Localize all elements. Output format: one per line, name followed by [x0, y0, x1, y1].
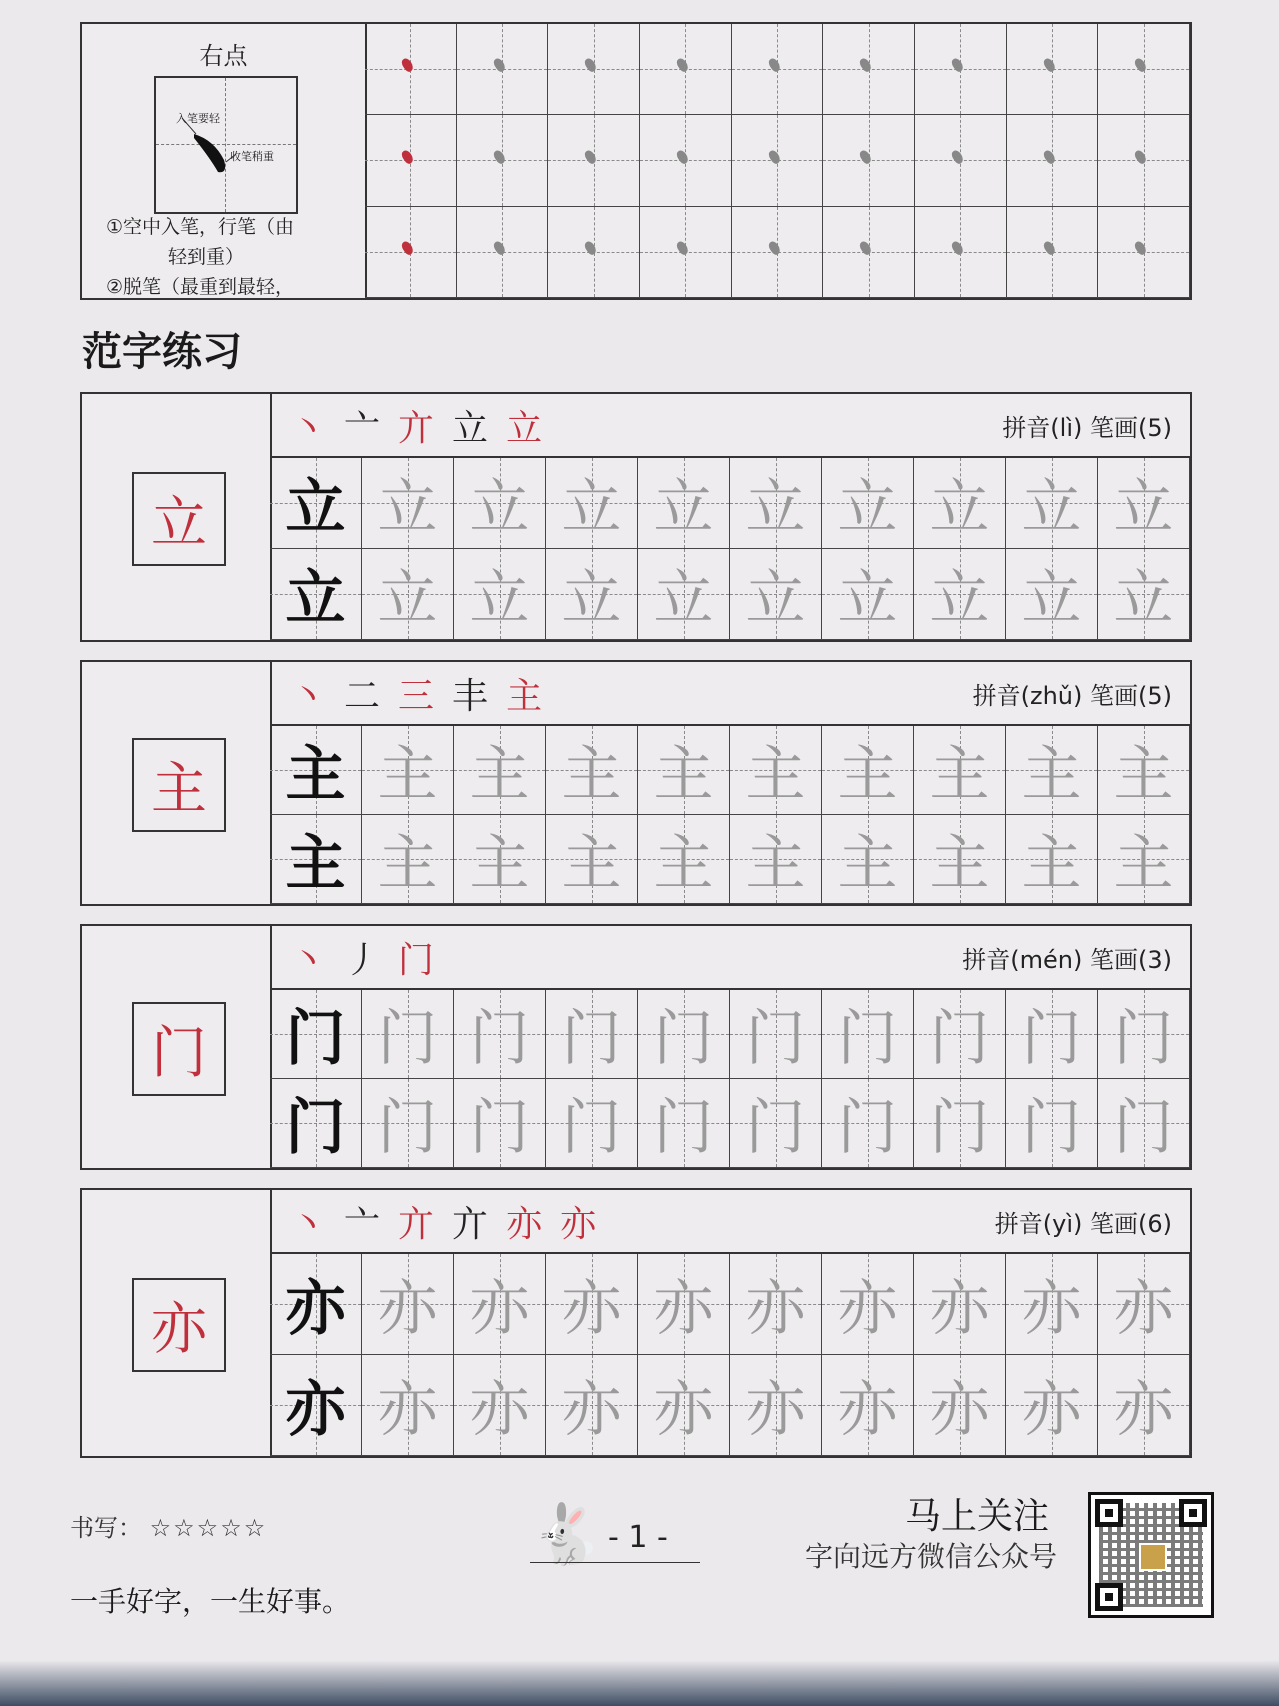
practice-trace-cell[interactable] [914, 1254, 1006, 1355]
stroke-practice-cell[interactable] [640, 207, 732, 298]
practice-trace-char: 门 [653, 1004, 714, 1074]
stroke-practice-cell[interactable] [457, 207, 549, 298]
practice-model-cell[interactable] [270, 726, 362, 815]
practice-trace-cell[interactable] [546, 549, 638, 640]
practice-trace-cell[interactable] [1098, 726, 1190, 815]
practice-grid [270, 1252, 1190, 1456]
motto: 一手好字，一生好事。 [70, 1585, 351, 1618]
practice-trace-cell[interactable] [362, 1355, 454, 1456]
stroke-order-step: 立 [506, 407, 543, 449]
pinyin-stroke-count: 拼音(lì) 笔画(5) [1002, 414, 1172, 442]
practice-trace-char: 立 [745, 473, 806, 543]
practice-trace-char: 主 [561, 740, 622, 810]
stroke-order-step: 三 [398, 675, 435, 717]
practice-trace-char: 门 [377, 1093, 438, 1163]
account-text: 字向远方微信公众号 [805, 1540, 1058, 1573]
practice-panel [270, 1190, 1190, 1456]
practice-model-char: 立 [285, 473, 346, 543]
trace-dot-stroke [767, 240, 782, 257]
practice-trace-char: 门 [929, 1093, 990, 1163]
practice-trace-cell[interactable] [638, 458, 730, 549]
practice-trace-char: 立 [929, 564, 990, 634]
practice-trace-cell[interactable] [546, 1254, 638, 1355]
practice-trace-char: 亦 [837, 1375, 898, 1445]
stroke-order-step: 亠 [344, 407, 381, 449]
stroke-notes [106, 212, 356, 302]
stroke-practice-cell[interactable] [548, 24, 640, 115]
practice-trace-char: 门 [653, 1093, 714, 1163]
stroke-grid [365, 24, 1190, 298]
page-number-underline [530, 1562, 700, 1563]
practice-trace-char: 门 [377, 1004, 438, 1074]
practice-trace-char: 亦 [745, 1375, 806, 1445]
stroke-order [290, 668, 542, 718]
practice-trace-cell[interactable] [454, 726, 546, 815]
trace-dot-stroke [492, 57, 507, 74]
note-line: 轻到重） [168, 246, 245, 268]
practice-model-char: 门 [285, 1004, 346, 1074]
character-block [80, 924, 1192, 1170]
section-title: 范字练习 [82, 329, 242, 375]
trace-dot-stroke [583, 148, 598, 165]
stroke-practice-cell[interactable] [365, 207, 457, 298]
trace-dot-stroke [767, 57, 782, 74]
practice-trace-char: 立 [837, 473, 898, 543]
practice-trace-char: 主 [377, 829, 438, 899]
practice-model-cell[interactable] [270, 549, 362, 640]
practice-trace-char: 亦 [653, 1274, 714, 1344]
qr-finder [1179, 1499, 1207, 1527]
trace-dot-stroke [1042, 148, 1057, 165]
stroke-order-step: 亣 [398, 1203, 435, 1245]
trace-dot-stroke [858, 148, 873, 165]
stroke-name: 右点 [199, 42, 248, 70]
practice-grid [270, 456, 1190, 640]
practice-grid [270, 988, 1190, 1168]
practice-trace-char: 立 [1021, 473, 1082, 543]
practice-trace-cell[interactable] [730, 726, 822, 815]
model-character: 亦 [132, 1278, 226, 1372]
practice-trace-char: 亦 [469, 1375, 530, 1445]
practice-trace-cell[interactable] [1098, 990, 1190, 1079]
trace-dot-stroke [492, 240, 507, 257]
practice-trace-char: 立 [745, 564, 806, 634]
practice-trace-cell[interactable] [1006, 990, 1098, 1079]
stroke-order-step: 丶 [290, 407, 327, 449]
practice-trace-char: 主 [377, 740, 438, 810]
practice-trace-cell[interactable] [1098, 1254, 1190, 1355]
trace-dot-stroke [950, 148, 965, 165]
practice-grid [270, 724, 1190, 904]
stroke-practice-cell[interactable] [548, 115, 640, 206]
practice-trace-cell[interactable] [1098, 458, 1190, 549]
stroke-practice-cell[interactable] [823, 24, 915, 115]
page-number: - 1 - [608, 1520, 668, 1555]
model-dot-stroke [400, 148, 415, 165]
qr-finder [1095, 1583, 1123, 1611]
stroke-order-step: 亦 [506, 1203, 543, 1245]
practice-trace-char: 主 [1113, 740, 1174, 810]
practice-trace-char: 立 [377, 473, 438, 543]
practice-trace-char: 门 [837, 1093, 898, 1163]
practice-trace-cell[interactable] [1098, 1079, 1190, 1168]
practice-trace-cell[interactable] [822, 549, 914, 640]
stroke-order-step: 二 [344, 675, 381, 717]
trace-dot-stroke [675, 240, 690, 257]
practice-trace-cell[interactable] [914, 1355, 1006, 1456]
practice-trace-char: 门 [1021, 1004, 1082, 1074]
stroke-order-step: 丿 [344, 939, 381, 981]
practice-trace-cell[interactable] [546, 1079, 638, 1168]
practice-trace-char: 门 [1113, 1004, 1174, 1074]
practice-model-cell[interactable] [270, 458, 362, 549]
writing-rating [70, 1508, 267, 1543]
practice-model-cell[interactable] [270, 815, 362, 904]
stroke-practice-cell[interactable] [640, 115, 732, 206]
trace-dot-stroke [950, 57, 965, 74]
practice-trace-cell[interactable] [1006, 726, 1098, 815]
practice-model-cell[interactable] [270, 1254, 362, 1355]
practice-trace-cell[interactable] [822, 1254, 914, 1355]
practice-trace-cell[interactable] [914, 1079, 1006, 1168]
stroke-practice-cell[interactable] [915, 115, 1007, 206]
stroke-order-step: 亣 [398, 407, 435, 449]
practice-model-char: 亦 [285, 1375, 346, 1445]
stroke-practice-cell[interactable] [1098, 24, 1190, 115]
stroke-order-step: 亣 [452, 1203, 489, 1245]
stroke-practice-cell[interactable] [365, 115, 457, 206]
practice-trace-cell[interactable] [730, 549, 822, 640]
practice-trace-cell[interactable] [914, 458, 1006, 549]
stroke-order-step: 门 [398, 939, 435, 981]
practice-trace-char: 门 [929, 1004, 990, 1074]
practice-trace-cell[interactable] [1098, 815, 1190, 904]
practice-trace-char: 亦 [377, 1375, 438, 1445]
practice-trace-cell[interactable] [730, 990, 822, 1079]
practice-trace-char: 亦 [561, 1375, 622, 1445]
practice-trace-cell[interactable] [1006, 815, 1098, 904]
practice-trace-cell[interactable] [1006, 1355, 1098, 1456]
practice-trace-char: 立 [1021, 564, 1082, 634]
practice-trace-cell[interactable] [914, 726, 1006, 815]
practice-trace-char: 门 [1113, 1093, 1174, 1163]
practice-trace-cell[interactable] [730, 1254, 822, 1355]
practice-trace-char: 亦 [377, 1274, 438, 1344]
practice-trace-cell[interactable] [454, 1355, 546, 1456]
practice-trace-char: 亦 [469, 1274, 530, 1344]
practice-trace-cell[interactable] [454, 458, 546, 549]
stroke-practice-cell[interactable] [823, 115, 915, 206]
practice-trace-char: 立 [561, 473, 622, 543]
practice-trace-cell[interactable] [822, 458, 914, 549]
model-dot-stroke [400, 240, 415, 257]
model-char-panel [82, 394, 272, 640]
note-line: ②脱笔（最重到最轻， [106, 276, 295, 298]
rabbit-icon: 🐇 [530, 1500, 603, 1568]
practice-trace-char: 主 [1113, 829, 1174, 899]
trace-dot-stroke [858, 240, 873, 257]
model-char-panel [82, 1190, 272, 1456]
practice-trace-char: 立 [653, 473, 714, 543]
practice-model-cell[interactable] [270, 1355, 362, 1456]
practice-trace-cell[interactable] [638, 1079, 730, 1168]
practice-trace-char: 门 [745, 1004, 806, 1074]
practice-trace-char: 门 [745, 1093, 806, 1163]
pinyin-stroke-count: 拼音(yì) 笔画(6) [994, 1210, 1172, 1238]
trace-dot-stroke [1042, 240, 1057, 257]
stroke-practice-cell[interactable] [457, 24, 549, 115]
practice-trace-char: 立 [1113, 473, 1174, 543]
practice-trace-cell[interactable] [638, 1254, 730, 1355]
stroke-practice-cell[interactable] [640, 24, 732, 115]
practice-model-char: 门 [285, 1093, 346, 1163]
character-block [80, 660, 1192, 906]
stroke-practice-cell[interactable] [1007, 24, 1099, 115]
exit-label: 收笔稍重 [230, 150, 274, 163]
stroke-practice-cell[interactable] [365, 24, 457, 115]
stroke-practice-cell[interactable] [1007, 207, 1099, 298]
practice-trace-char: 亦 [929, 1274, 990, 1344]
practice-trace-char: 主 [561, 829, 622, 899]
entry-label: 入笔要轻 [176, 112, 220, 125]
practice-trace-char: 亦 [745, 1274, 806, 1344]
stroke-practice-cell[interactable] [1007, 115, 1099, 206]
stroke-demo-icon [156, 78, 296, 212]
character-block [80, 392, 1192, 642]
practice-trace-cell[interactable] [822, 815, 914, 904]
practice-trace-char: 门 [469, 1093, 530, 1163]
practice-trace-cell[interactable] [822, 726, 914, 815]
stroke-order-step: 丰 [452, 675, 489, 717]
qr-finder [1095, 1499, 1123, 1527]
practice-trace-char: 主 [837, 829, 898, 899]
practice-trace-char: 主 [1021, 740, 1082, 810]
model-character: 立 [132, 472, 226, 566]
practice-trace-char: 立 [837, 564, 898, 634]
practice-trace-cell[interactable] [454, 549, 546, 640]
practice-trace-char: 亦 [561, 1274, 622, 1344]
practice-trace-char: 立 [377, 564, 438, 634]
practice-model-char: 主 [285, 740, 346, 810]
practice-trace-char: 亦 [1113, 1375, 1174, 1445]
stroke-order [290, 932, 434, 982]
practice-trace-char: 立 [929, 473, 990, 543]
practice-trace-char: 立 [1113, 564, 1174, 634]
model-character: 门 [132, 1002, 226, 1096]
model-char-panel [82, 662, 272, 904]
practice-trace-cell[interactable] [822, 1079, 914, 1168]
stroke-practice-cell[interactable] [1098, 115, 1190, 206]
trace-dot-stroke [1133, 57, 1148, 74]
practice-trace-cell[interactable] [362, 990, 454, 1079]
practice-panel [270, 926, 1190, 1168]
stroke-practice-cell[interactable] [548, 207, 640, 298]
stroke-order-step: 丶 [290, 1203, 327, 1245]
practice-model-char: 亦 [285, 1274, 346, 1344]
practice-trace-char: 亦 [837, 1274, 898, 1344]
stroke-order-step: 亠 [344, 1203, 381, 1245]
practice-trace-char: 亦 [1113, 1274, 1174, 1344]
stroke-order-step: 亦 [560, 1203, 597, 1245]
practice-trace-cell[interactable] [730, 1355, 822, 1456]
practice-trace-char: 门 [837, 1004, 898, 1074]
pinyin-stroke-count: 拼音(zhǔ) 笔画(5) [972, 682, 1172, 710]
writing-label: 书写： [70, 1514, 142, 1542]
stroke-order-step: 丶 [290, 675, 327, 717]
trace-dot-stroke [1133, 240, 1148, 257]
stroke-practice-cell[interactable] [915, 24, 1007, 115]
practice-trace-char: 主 [929, 740, 990, 810]
practice-trace-cell[interactable] [638, 990, 730, 1079]
page-number-area [530, 1500, 700, 1570]
trace-dot-stroke [492, 148, 507, 165]
trace-dot-stroke [675, 57, 690, 74]
follow-text: 马上关注 [905, 1496, 1050, 1537]
stroke-practice-cell[interactable] [732, 115, 824, 206]
stroke-practice-cell[interactable] [732, 24, 824, 115]
practice-trace-cell[interactable] [454, 815, 546, 904]
practice-trace-cell[interactable] [454, 1079, 546, 1168]
stroke-practice-cell[interactable] [1098, 207, 1190, 298]
practice-trace-cell[interactable] [546, 458, 638, 549]
stroke-order [290, 400, 542, 450]
practice-trace-cell[interactable] [454, 1254, 546, 1355]
practice-trace-char: 主 [653, 740, 714, 810]
practice-model-cell[interactable] [270, 990, 362, 1079]
note-line: ①空中入笔，行笔（由 [106, 216, 295, 238]
practice-trace-cell[interactable] [1006, 1254, 1098, 1355]
practice-trace-char: 门 [469, 1004, 530, 1074]
practice-model-char: 主 [285, 829, 346, 899]
practice-trace-char: 主 [1021, 829, 1082, 899]
practice-trace-cell[interactable] [546, 726, 638, 815]
trace-dot-stroke [950, 240, 965, 257]
practice-trace-cell[interactable] [822, 990, 914, 1079]
practice-trace-cell[interactable] [638, 549, 730, 640]
stroke-practice-cell[interactable] [732, 207, 824, 298]
practice-trace-char: 亦 [929, 1375, 990, 1445]
stroke-order [290, 1196, 596, 1246]
rating-stars[interactable]: ☆☆☆☆☆ [149, 1514, 268, 1542]
practice-trace-char: 主 [745, 829, 806, 899]
practice-trace-cell[interactable] [362, 726, 454, 815]
practice-trace-cell[interactable] [454, 990, 546, 1079]
practice-trace-char: 立 [469, 473, 530, 543]
practice-trace-cell[interactable] [362, 549, 454, 640]
practice-trace-char: 主 [745, 740, 806, 810]
model-character: 主 [132, 738, 226, 832]
model-char-panel [82, 926, 272, 1168]
practice-trace-cell[interactable] [362, 815, 454, 904]
trace-dot-stroke [583, 57, 598, 74]
pinyin-stroke-count: 拼音(mén) 笔画(3) [962, 946, 1172, 974]
practice-trace-char: 主 [469, 829, 530, 899]
trace-dot-stroke [1133, 148, 1148, 165]
desk-edge [0, 1660, 1279, 1706]
practice-trace-char: 主 [653, 829, 714, 899]
stroke-practice-cell[interactable] [823, 207, 915, 298]
stroke-practice-cell[interactable] [915, 207, 1007, 298]
practice-trace-cell[interactable] [914, 549, 1006, 640]
practice-trace-char: 主 [469, 740, 530, 810]
practice-trace-cell[interactable] [362, 1079, 454, 1168]
practice-trace-cell[interactable] [638, 815, 730, 904]
practice-trace-char: 亦 [653, 1375, 714, 1445]
qr-logo-icon [1139, 1543, 1167, 1571]
practice-trace-char: 立 [561, 564, 622, 634]
practice-trace-cell[interactable] [362, 458, 454, 549]
practice-trace-cell[interactable] [546, 1355, 638, 1456]
practice-trace-cell[interactable] [914, 815, 1006, 904]
practice-trace-cell[interactable] [546, 990, 638, 1079]
practice-trace-char: 亦 [1021, 1274, 1082, 1344]
trace-dot-stroke [858, 57, 873, 74]
practice-trace-char: 亦 [1021, 1375, 1082, 1445]
practice-trace-cell[interactable] [638, 1355, 730, 1456]
practice-trace-cell[interactable] [730, 815, 822, 904]
practice-trace-cell[interactable] [638, 726, 730, 815]
practice-model-char: 立 [285, 564, 346, 634]
trace-dot-stroke [767, 148, 782, 165]
practice-trace-char: 立 [469, 564, 530, 634]
practice-trace-cell[interactable] [1006, 1079, 1098, 1168]
practice-panel [270, 394, 1190, 640]
stroke-practice-cell[interactable] [457, 115, 549, 206]
stroke-order-step: 立 [452, 407, 489, 449]
practice-trace-cell[interactable] [1006, 549, 1098, 640]
practice-trace-char: 主 [837, 740, 898, 810]
practice-trace-char: 门 [561, 1004, 622, 1074]
practice-trace-cell[interactable] [546, 815, 638, 904]
stroke-demo-box [154, 76, 298, 214]
practice-trace-cell[interactable] [914, 990, 1006, 1079]
practice-trace-char: 门 [1021, 1093, 1082, 1163]
practice-trace-cell[interactable] [362, 1254, 454, 1355]
practice-trace-char: 主 [929, 829, 990, 899]
practice-trace-cell[interactable] [1098, 549, 1190, 640]
trace-dot-stroke [675, 148, 690, 165]
qr-code-icon[interactable] [1088, 1492, 1214, 1618]
practice-trace-cell[interactable] [1006, 458, 1098, 549]
practice-trace-cell[interactable] [730, 1079, 822, 1168]
practice-trace-char: 立 [653, 564, 714, 634]
practice-trace-cell[interactable] [730, 458, 822, 549]
stroke-order-step: 主 [506, 675, 543, 717]
practice-trace-cell[interactable] [1098, 1355, 1190, 1456]
trace-dot-stroke [583, 240, 598, 257]
stroke-practice-table [80, 22, 1192, 300]
practice-panel [270, 662, 1190, 904]
practice-trace-char: 门 [561, 1093, 622, 1163]
character-block [80, 1188, 1192, 1458]
trace-dot-stroke [1042, 57, 1057, 74]
model-dot-stroke [400, 57, 415, 74]
stroke-order-step: 丶 [290, 939, 327, 981]
practice-trace-cell[interactable] [822, 1355, 914, 1456]
stroke-info-panel [82, 24, 367, 298]
practice-model-cell[interactable] [270, 1079, 362, 1168]
